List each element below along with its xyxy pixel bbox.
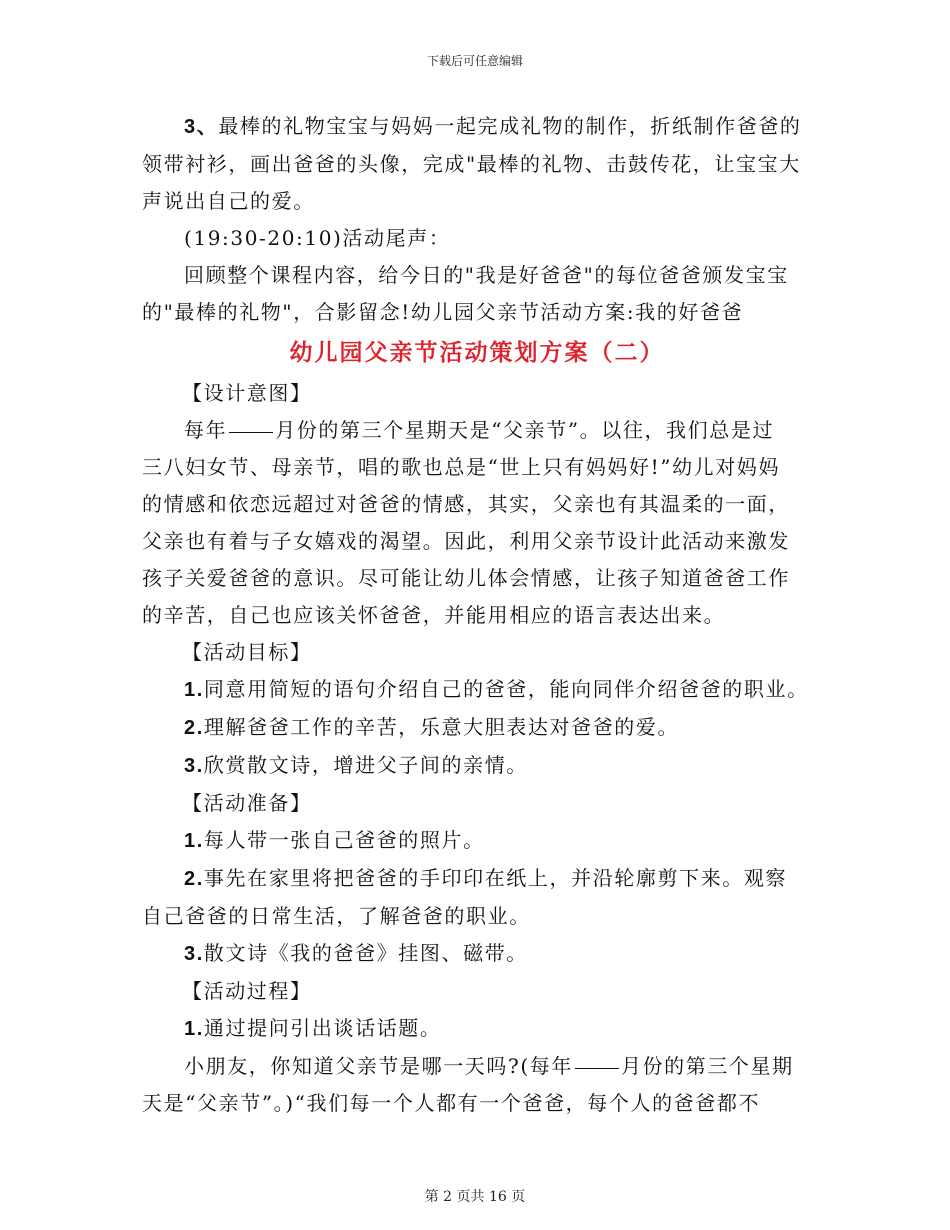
paragraph-line: 领带衬衫，画出爸爸的头像，完成"最棒的礼物、击鼓传花，让宝宝大 xyxy=(142,152,801,176)
paragraph-line xyxy=(142,412,812,449)
list-number: 1. xyxy=(184,1018,204,1040)
paragraph-line xyxy=(142,1048,812,1085)
paragraph-line: 的辛苦，自己也应该关怀爸爸，并能用相应的语言表达出来。 xyxy=(142,603,726,627)
fill-blank xyxy=(229,431,273,433)
paragraph-line: 声说出自己的爱。 xyxy=(142,189,315,213)
list-item xyxy=(142,747,812,785)
text: 小朋友，你知道父亲节是哪一天吗?(每年 xyxy=(184,1054,573,1078)
section-heading: 【活动过程】 xyxy=(182,979,312,1003)
fill-blank xyxy=(575,1067,619,1069)
text: 月份的第三个星期 xyxy=(620,1054,794,1078)
list-number: 2. xyxy=(184,868,204,890)
page-footer: 第 2 页共 16 页 xyxy=(424,1189,526,1205)
text: 理解爸爸工作的辛苦，乐意大胆表达对爸爸的爱。 xyxy=(203,715,680,739)
paragraph-line: 的情感和依恋远超过对爸爸的情感，其实，父亲也有其温柔的一面， xyxy=(142,492,790,516)
list-number: 3. xyxy=(184,943,204,965)
paragraph-line: (19:30-20:10)活动尾声： xyxy=(184,226,451,250)
text: 事先在家里将把爸爸的手印印在纸上，并沿轮廓剪下来。观察 xyxy=(203,866,788,890)
paragraph-line: 孩子关爱爸爸的意识。尽可能让幼儿体会情感，让孩子知道爸爸工作 xyxy=(142,566,790,590)
list-item xyxy=(142,709,812,747)
paragraph-line: 三八妇女节、母亲节，唱的歌也总是“世上只有妈妈好!”幼儿对妈妈 xyxy=(142,455,781,479)
document-body xyxy=(142,108,812,1122)
text: 月份的第三个星期天是“父亲节”。以往，我们总是过 xyxy=(275,418,775,442)
section-title: 幼儿园父亲节活动策划方案（二） xyxy=(289,339,665,366)
list-number: 3、 xyxy=(184,116,219,138)
paragraph-line: 自己爸爸的日常生活，了解爸爸的职业。 xyxy=(142,904,531,928)
paragraph-line: 天是“父亲节”。)“我们每一个人都有一个爸爸，每个人的爸爸都不 xyxy=(142,1091,761,1115)
list-item xyxy=(142,822,812,860)
text: 每年 xyxy=(184,418,228,442)
list-number: 1. xyxy=(184,830,204,852)
paragraph-line: 回顾整个课程内容，给今日的"我是好爸爸"的每位爸爸颁发宝宝 xyxy=(184,263,789,287)
list-number: 1. xyxy=(184,679,204,701)
text: 通过提问引出谈话话题。 xyxy=(203,1016,442,1040)
paragraph xyxy=(142,108,812,146)
paragraph-line: 的"最棒的礼物"，合影留念!幼儿园父亲节活动方案:我的好爸爸 xyxy=(142,300,744,324)
section-heading: 【设计意图】 xyxy=(182,381,312,405)
list-item xyxy=(142,860,812,898)
list-number: 3. xyxy=(184,755,204,777)
page-header: 下载后可任意编辑 xyxy=(426,54,523,68)
section-heading: 【活动准备】 xyxy=(182,791,312,815)
text: 最棒的礼物宝宝与妈妈一起完成礼物的制作，折纸制作爸爸的 xyxy=(218,114,802,138)
paragraph-line: 父亲也有着与子女嬉戏的渴望。因此，利用父亲节设计此活动来激发 xyxy=(142,529,790,553)
section-heading: 【活动目标】 xyxy=(182,640,312,664)
list-item xyxy=(142,935,812,973)
text: 同意用简短的语句介绍自己的爸爸，能向同伴介绍爸爸的职业。 xyxy=(203,677,809,701)
list-number: 2. xyxy=(184,717,204,739)
text: 散文诗《我的爸爸》挂图、磁带。 xyxy=(203,941,528,965)
list-item xyxy=(142,1010,812,1048)
text: 每人带一张自己爸爸的照片。 xyxy=(203,828,485,852)
list-item xyxy=(142,671,812,709)
text: 欣赏散文诗，增进父子间的亲情。 xyxy=(203,753,528,777)
